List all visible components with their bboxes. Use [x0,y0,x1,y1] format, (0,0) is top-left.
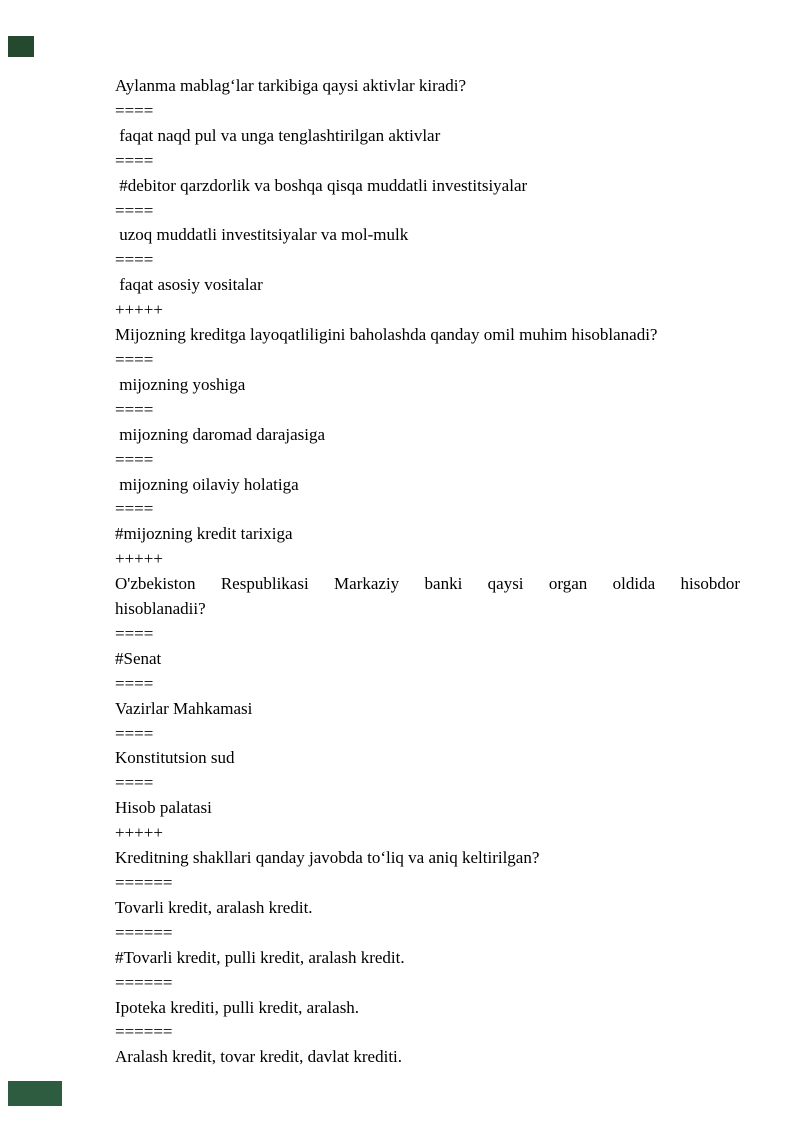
answer-line: #Tovarli kredit, pulli kredit, aralash kredit. [115,947,405,967]
separator-line: ==== [115,499,154,519]
separator-line: ==== [115,723,154,743]
answer-line: Ipoteka krediti, pulli kredit, aralash. [115,997,360,1017]
separator-line: +++++ [115,300,163,320]
answer-line: mijozning daromad darajasiga [115,424,326,444]
question-line: hisoblanadii? [115,599,206,619]
answer-line: Konstitutsion sud [115,748,235,768]
separator-line: ==== [115,623,154,643]
answer-line: mijozning yoshiga [115,374,246,394]
separator-line: ==== [115,399,154,419]
answer-line: #Senat [115,648,162,668]
answer-line: Tovarli kredit, aralash kredit. [115,897,313,917]
separator-line: ==== [115,449,154,469]
separator-line: ==== [115,100,154,120]
separator-line: +++++ [115,549,163,569]
answer-line: Aralash kredit, tovar kredit, davlat krediti. [115,1047,403,1067]
answer-line: Vazirlar Mahkamasi [115,698,253,718]
separator-line: ==== [115,773,154,793]
answer-line: #debitor qarzdorlik va boshqa qisqa muddatli investitsiyalar [115,175,528,195]
corner-mark-bottom-left [8,1081,62,1106]
separator-line: ==== [115,150,154,170]
separator-line: ==== [115,250,154,270]
question-line: Mijozning kreditga layoqatliligini baholashda qanday omil muhim hisoblanadi? [115,325,658,345]
separator-line: ==== [115,200,154,220]
answer-line: faqat naqd pul va unga tenglashtirilgan aktivlar [115,125,441,145]
document-text [115,74,740,1070]
answer-line: faqat asosiy vositalar [115,275,263,295]
question-line: Kreditning shakllari qanday javobda toʻliq va aniq keltirilgan? [115,848,540,868]
answer-line: #mijozning kredit tarixiga [115,524,293,544]
separator-line: ====== [115,1022,173,1042]
separator-line: ====== [115,972,173,992]
separator-line: ====== [115,922,173,942]
question-line: O'zbekiston Respublikasi Markaziy banki qaysi organ oldida hisobdor [115,574,740,594]
question-line: Aylanma mablagʻlar tarkibiga qaysi aktivlar kiradi? [115,76,467,95]
answer-line: Hisob palatasi [115,798,212,818]
separator-line: ==== [115,673,154,693]
separator-line: +++++ [115,823,163,843]
answer-line: uzoq muddatli investitsiyalar va mol-mulk [115,225,409,245]
separator-line: ====== [115,873,173,892]
corner-mark-top-left [8,36,34,57]
answer-line: mijozning oilaviy holatiga [115,474,299,494]
separator-line: ==== [115,349,154,369]
